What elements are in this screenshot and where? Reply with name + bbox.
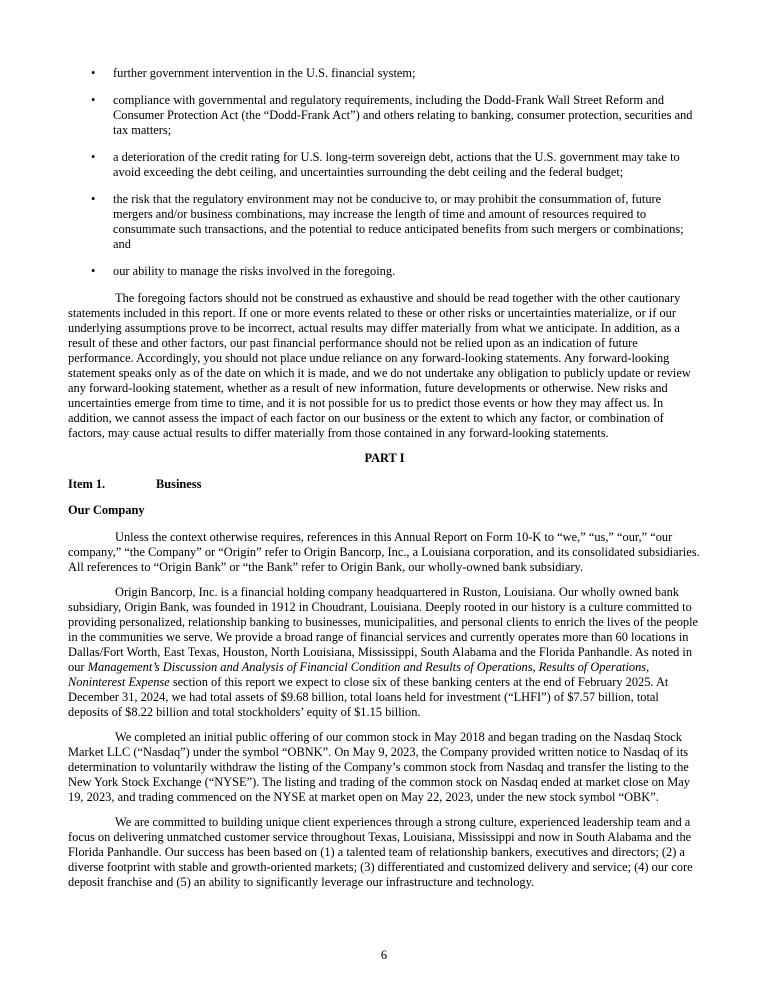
bullet-marker: • — [91, 192, 96, 206]
list-item — [68, 150, 701, 180]
bullet-text: further government intervention in the U.S. financial system; — [113, 66, 416, 80]
bullet-text: our ability to manage the risks involved in the foregoing. — [113, 264, 396, 278]
paragraph-forward-looking-disclaimer: The foregoing factors should not be construed as exhaustive and should be read together with the other cautionary statements included in this report. If one or more events related to these or other risks or uncertainties materialize, or if our underlying assumptions prove to be incorrect, actual results may differ materially from what we anticipate. In addition, as a result of these and other factors, our past financial performance should not be relied upon as an indication of future performance. Accordingly, you should not place undue reliance on any forward-looking statements. Any forward-looking statement speaks only as of the date on which it is made, and we do not undertake any obligation to publicly update or review any forward-looking statement, whether as a result of new information, future developments or otherwise. New risks and uncertainties emerge from time to time, and it is not possible for us to predict those events or how they may affect us. In addition, we cannot assess the impact of each factor on our business or the extent to which any factor, or combination of factors, may cause actual results to differ materially from those contained in any forward-looking statements. — [68, 291, 691, 440]
list-item — [68, 264, 701, 279]
mdna-reference-italic: Management’s Discussion and Analysis of Financial Condition and Results of Operations, Results of Operations, Noninterest Expense — [68, 660, 650, 689]
part-i-heading: PART I — [364, 451, 405, 465]
bullet-marker: • — [91, 264, 96, 278]
page-content — [68, 66, 701, 900]
list-item — [68, 93, 701, 138]
item-number-label: Item 1. — [68, 477, 106, 491]
our-company-heading: Our Company — [68, 503, 145, 517]
company-overview-text-continued: section of this report we expect to close six of these banking centers at the end of February 2025. At December 31, 2024, we had total assets of $9.68 billion, total loans held for investment (“LHFI”) of $7.57 billion, total deposits of $8.22 billion and total stockholders’ equity of $1.15 billion. — [68, 675, 669, 719]
bullet-text: the risk that the regulatory environment may not be conducive to, or may prohibit the consummation of, future mergers and/or business combinations, may increase the length of time and amount of resources required to consummate such transactions, and the potential to reduce anticipated benefits from such mergers or combinations; and — [113, 192, 684, 251]
item-title: Business — [156, 477, 202, 491]
bullet-text: a deterioration of the credit rating for U.S. long-term sovereign debt, actions that the U.S. government may take to avoid exceeding the debt ceiling, and uncertainties surrounding the debt ceiling and the federal budget; — [113, 150, 680, 179]
risk-factor-bullet-list — [68, 66, 701, 279]
bullet-marker: • — [91, 150, 96, 164]
list-item — [68, 192, 701, 252]
bullet-text: compliance with governmental and regulatory requirements, including the Dodd-Frank Wall Street Reform and Consumer Protection Act (the “Dodd-Frank Act”) and others relating to banking, consumer protection, securities and tax matters; — [113, 93, 693, 137]
bullet-marker: • — [91, 66, 96, 80]
company-overview-text: Origin Bancorp, Inc. is a financial holding company headquartered in Ruston, Louisiana. Our wholly owned bank subsidiary, Origin Bank, was founded in 1912 in Choudrant, Louisiana. Deeply rooted in our history is a culture committed to providing personalized, relationship banking to businesses, municipalities, and personal clients to enrich the lives of the people in the communities we serve. We provide a broad range of financial services and currently operates more than 60 locations in Dallas/Fort Worth, East Texas, Houston, North Louisiana, Mississippi, South Alabama and the Florida Panhandle. As noted in our — [68, 585, 699, 674]
paragraph-definitions: Unless the context otherwise requires, references in this Annual Report on Form 10-K to “we,” “us,” “our,” “our company,” “the Company” or “Origin” refer to Origin Bancorp, Inc., a Louisiana corporation, and its consolidated subsidiaries. All references to “Origin Bank” or “the Bank” refer to Origin Bank, our wholly-owned bank subsidiary. — [68, 530, 700, 574]
list-item — [68, 66, 701, 81]
page-number: 6 — [380, 948, 388, 962]
paragraph-ipo-listing: We completed an initial public offering of our common stock in May 2018 and began trading on the Nasdaq Stock Market LLC (“Nasdaq”) under the symbol “OBNK”. On May 9, 2023, the Company provided written notice to Nasdaq of its determination to voluntarily withdraw the listing of the Company’s common stock from Nasdaq and transfer the listing to the New York Stock Exchange (“NYSE”). The listing and trading of the common stock on Nasdaq ended at market close on May 19, 2023, and trading commenced on the NYSE at market open on May 22, 2023, under the new stock symbol “OBK”. — [68, 730, 690, 804]
bullet-marker: • — [91, 93, 96, 107]
paragraph-commitment: We are committed to building unique client experiences through a strong culture, experienced leadership team and a focus on delivering unmatched customer service throughout Texas, Louisiana, Mississippi and now in South Alabama and the Florida Panhandle. Our success has been based on (1) a talented team of relationship bankers, executives and directors; (2) a diverse footprint with stable and growth-oriented markets; (3) differentiated and customized delivery and service; (4) our core deposit franchise and (5) an ability to significantly leverage our infrastructure and technology. — [68, 815, 693, 889]
paragraph-company-overview — [68, 585, 701, 720]
item-1-heading — [68, 477, 701, 492]
